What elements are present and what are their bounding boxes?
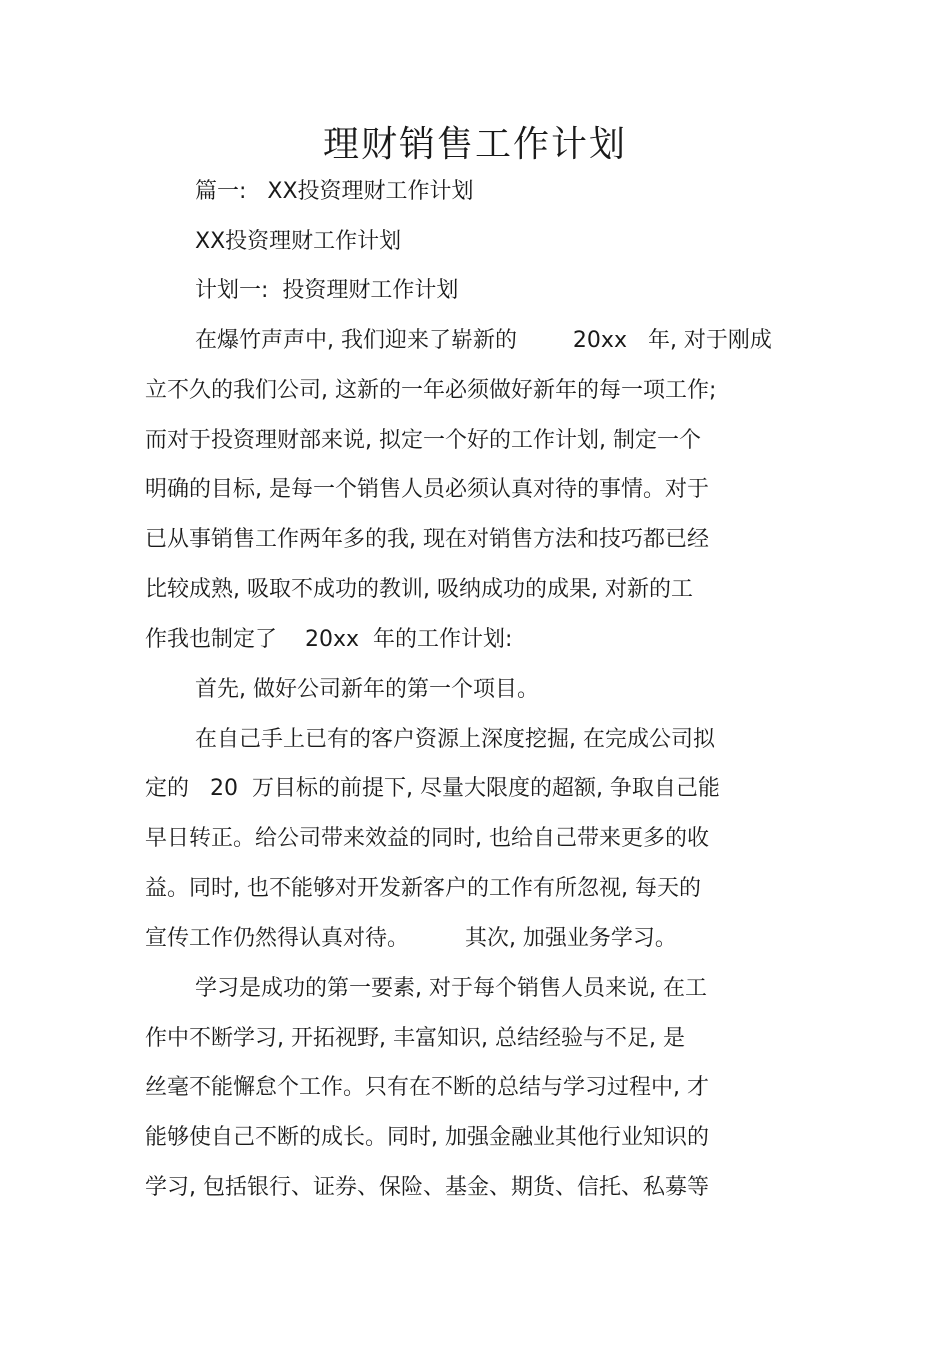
body-line: 在爆竹声声中, 我们迎来了崭新的 20xx 年, 对于刚成 (195, 328, 772, 353)
body-line: 学习, 包括银行、证券、保险、基金、期货、信托、私募等 (145, 1175, 709, 1200)
body-line: 首先, 做好公司新年的第一个项目。 (195, 677, 539, 702)
body-line: 作中不断学习, 开拓视野, 丰富知识, 总结经验与不足, 是 (145, 1026, 685, 1051)
body-line: 已从事销售工作两年多的我, 现在对销售方法和技巧都已经 (145, 527, 709, 552)
body-line: 宣传工作仍然得认真对待。 其次, 加强业务学习。 (145, 926, 677, 951)
body-line: 丝毫不能懈怠个工作。只有在不断的总结与学习过程中, 才 (145, 1075, 709, 1100)
plan-heading: 计划一: 投资理财工作计划 (195, 278, 459, 303)
body-line: 定的 20 万目标的前提下, 尽量大限度的超额, 争取自己能 (145, 776, 720, 801)
body-line: 在自己手上已有的客户资源上深度挖掘, 在完成公司拟 (195, 727, 715, 752)
body-line: 学习是成功的第一要素, 对于每个销售人员来说, 在工 (195, 976, 707, 1001)
body-line: 能够使自己不断的成长。同时, 加强金融业其他行业知识的 (145, 1125, 709, 1150)
body-line: 益。同时, 也不能够对开发新客户的工作有所忽视, 每天的 (145, 876, 701, 901)
subtitle-line: XX投资理财工作计划 (195, 229, 402, 254)
section-heading: 篇一: XX投资理财工作计划 (195, 179, 474, 204)
body-line: 而对于投资理财部来说, 拟定一个好的工作计划, 制定一个 (145, 428, 701, 453)
body-line: 比较成熟, 吸取不成功的教训, 吸纳成功的成果, 对新的工 (145, 577, 693, 602)
document-title: 理财销售工作计划 (322, 124, 627, 165)
body-line: 早日转正。给公司带来效益的同时, 也给自己带来更多的收 (145, 826, 709, 851)
body-line: 立不久的我们公司, 这新的一年必须做好新年的每一项工作; (145, 378, 717, 403)
body-line: 明确的目标, 是每一个销售人员必须认真对待的事情。对于 (145, 477, 709, 502)
body-line: 作我也制定了 20xx 年的工作计划: (145, 627, 513, 652)
